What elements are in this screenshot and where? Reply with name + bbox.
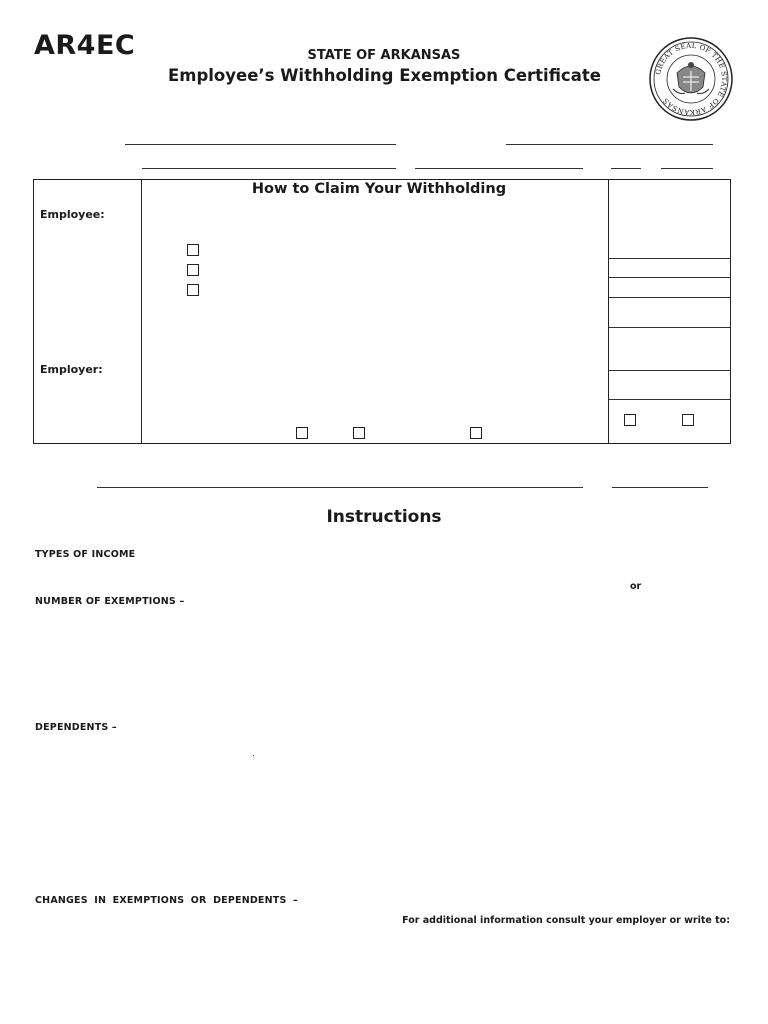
changes-heading: CHANGES IN EXEMPTIONS OR DEPENDENTS –: [35, 895, 298, 906]
left-column-divider: [141, 180, 142, 443]
right-row-divider-5: [609, 370, 730, 371]
ssn-line[interactable]: [506, 144, 713, 145]
right-row-divider-3: [609, 297, 730, 298]
exemption-checkbox-3[interactable]: [187, 284, 199, 296]
city-line[interactable]: [415, 168, 583, 169]
right-row-divider-4: [609, 327, 730, 328]
footer-text: For additional information consult your employer or write to:: [402, 915, 730, 926]
right-checkbox-1[interactable]: [624, 414, 636, 426]
right-column-divider: [608, 180, 609, 443]
state-line[interactable]: [611, 168, 641, 169]
zip-line[interactable]: [661, 168, 713, 169]
number-of-exemptions-heading: NUMBER OF EXEMPTIONS –: [35, 596, 185, 607]
state-seal-icon: [649, 37, 733, 121]
right-row-divider-1: [609, 258, 730, 259]
certificate-title: Employee’s Withholding Exemption Certificate: [168, 66, 601, 85]
types-of-income-heading: TYPES OF INCOME: [35, 549, 136, 560]
employer-label: Employer:: [40, 363, 103, 376]
employer-checkbox-3[interactable]: [470, 427, 482, 439]
or-text: or: [630, 581, 642, 592]
claim-box-title: [0, 181, 768, 197]
seal-text: GREAT SEAL OF THE STATE OF ARKANSAS: [654, 41, 729, 117]
name-line[interactable]: [125, 144, 396, 145]
right-row-divider-6: [609, 399, 730, 400]
form-id: AR4EC: [34, 30, 136, 61]
exemption-checkbox-1[interactable]: [187, 244, 199, 256]
signature-line[interactable]: [97, 487, 583, 488]
stray-dot: [253, 755, 254, 756]
employer-checkbox-1[interactable]: [296, 427, 308, 439]
right-row-divider-2: [609, 277, 730, 278]
claim-box: [33, 179, 731, 444]
state-title-text: STATE OF ARKANSAS: [307, 48, 461, 63]
date-line[interactable]: [612, 487, 708, 488]
employee-label: Employee:: [40, 208, 105, 221]
claim-box-title-text: How to Claim Your Withholding: [251, 181, 507, 197]
instructions-title: Instructions: [326, 507, 442, 527]
employer-checkbox-2[interactable]: [353, 427, 365, 439]
address-line[interactable]: [142, 168, 396, 169]
right-checkbox-2[interactable]: [682, 414, 694, 426]
dependents-heading: DEPENDENTS –: [35, 722, 117, 733]
exemption-checkbox-2[interactable]: [187, 264, 199, 276]
